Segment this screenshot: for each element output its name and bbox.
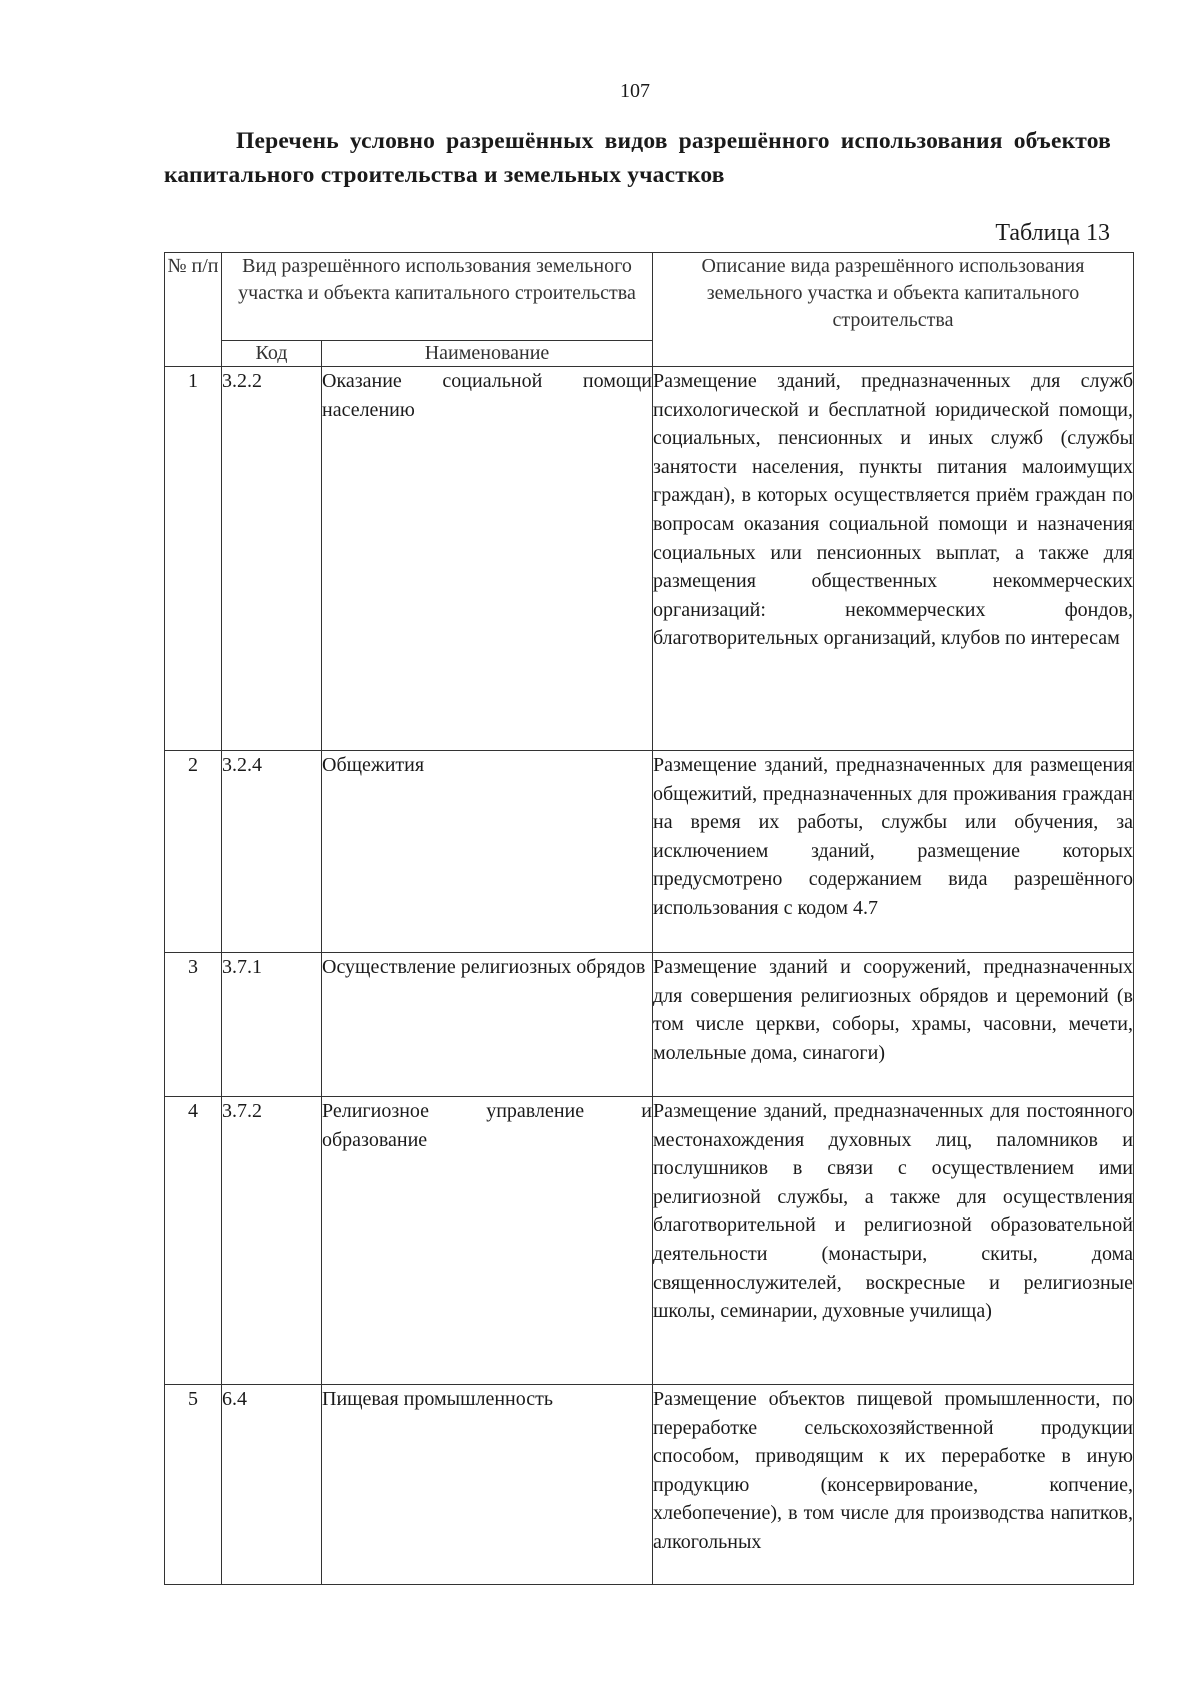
page-number: 107 <box>620 80 650 102</box>
row-description: Размещение зданий, предназначенных для постоянного местонахождения духовных лиц, паломников и послушников в связи с осуществлением ими религиозной службы, а также для осуществления благотворительной и религиозной образовательной деятельности (монастыри, скиты, дома священнослужителей, воскресные и религиозные школы, семинарии, духовные училища) <box>653 1097 1134 1385</box>
land-use-table <box>164 252 1134 1585</box>
row-description: Размещение зданий и сооружений, предназначенных для совершения религиозных обрядов и церемоний (в том числе церкви, соборы, храмы, часовни, мечети, молельные дома, синагоги) <box>653 953 1134 1097</box>
row-description: Размещение зданий, предназначенных для размещения общежитий, предназначенных для проживания граждан на время их работы, службы или обучения, за исключением зданий, размещение которых предусмотрено содержанием вида разрешённого использования с кодом 4.7 <box>653 751 1134 953</box>
row-name: Общежития <box>322 751 653 953</box>
row-name: Осуществление религиозных обрядов <box>322 953 653 1097</box>
row-code: 3.2.2 <box>222 367 322 751</box>
row-number: 3 <box>165 953 222 1097</box>
row-code: 3.7.1 <box>222 953 322 1097</box>
row-code: 3.7.2 <box>222 1097 322 1385</box>
row-number: 5 <box>165 1385 222 1585</box>
table-row <box>165 1385 1134 1585</box>
document-title: Перечень условно разрешённых видов разрешённого использования объектов капитального строительства и земельных участков <box>164 128 1111 188</box>
row-name: Религиозное управление и образование <box>322 1097 653 1385</box>
header-description: Описание вида разрешённого использования земельного участка и объекта капитального строительства <box>653 253 1134 367</box>
row-description: Размещение объектов пищевой промышленности, по переработке сельскохозяйственной продукции способом, приводящим к их переработке в иную продукцию (консервирование, копчение, хлебопечение), в том числе для производства напитков, алкогольных <box>653 1385 1134 1585</box>
table-row <box>165 367 1134 751</box>
row-number: 1 <box>165 367 222 751</box>
table-row <box>165 1097 1134 1385</box>
row-number: 4 <box>165 1097 222 1385</box>
table-row <box>165 953 1134 1097</box>
row-number: 2 <box>165 751 222 953</box>
row-description: Размещение зданий, предназначенных для служб психологической и бесплатной юридической помощи, социальных, пенсионных и иных служб (службы занятости населения, пункты питания малоимущих граждан), в которых осуществляется приём граждан по вопросам оказания социальной помощи и назначения социальных или пенсионных выплат, а также для размещения общественных некоммерческих организаций: некоммерческих фондов, благотворительных организаций, клубов по интересам <box>653 367 1134 751</box>
table-row <box>165 751 1134 953</box>
row-name: Пищевая промышленность <box>322 1385 653 1585</box>
header-name: Наименование <box>322 341 653 367</box>
header-number: № п/п <box>165 253 222 367</box>
table-caption: Таблица 13 <box>995 220 1110 246</box>
header-code: Код <box>222 341 322 367</box>
row-code: 3.2.4 <box>222 751 322 953</box>
row-code: 6.4 <box>222 1385 322 1585</box>
row-name: Оказание социальной помощи населению <box>322 367 653 751</box>
header-land-use-type: Вид разрешённого использования земельного участка и объекта капитального строительства <box>222 253 653 341</box>
